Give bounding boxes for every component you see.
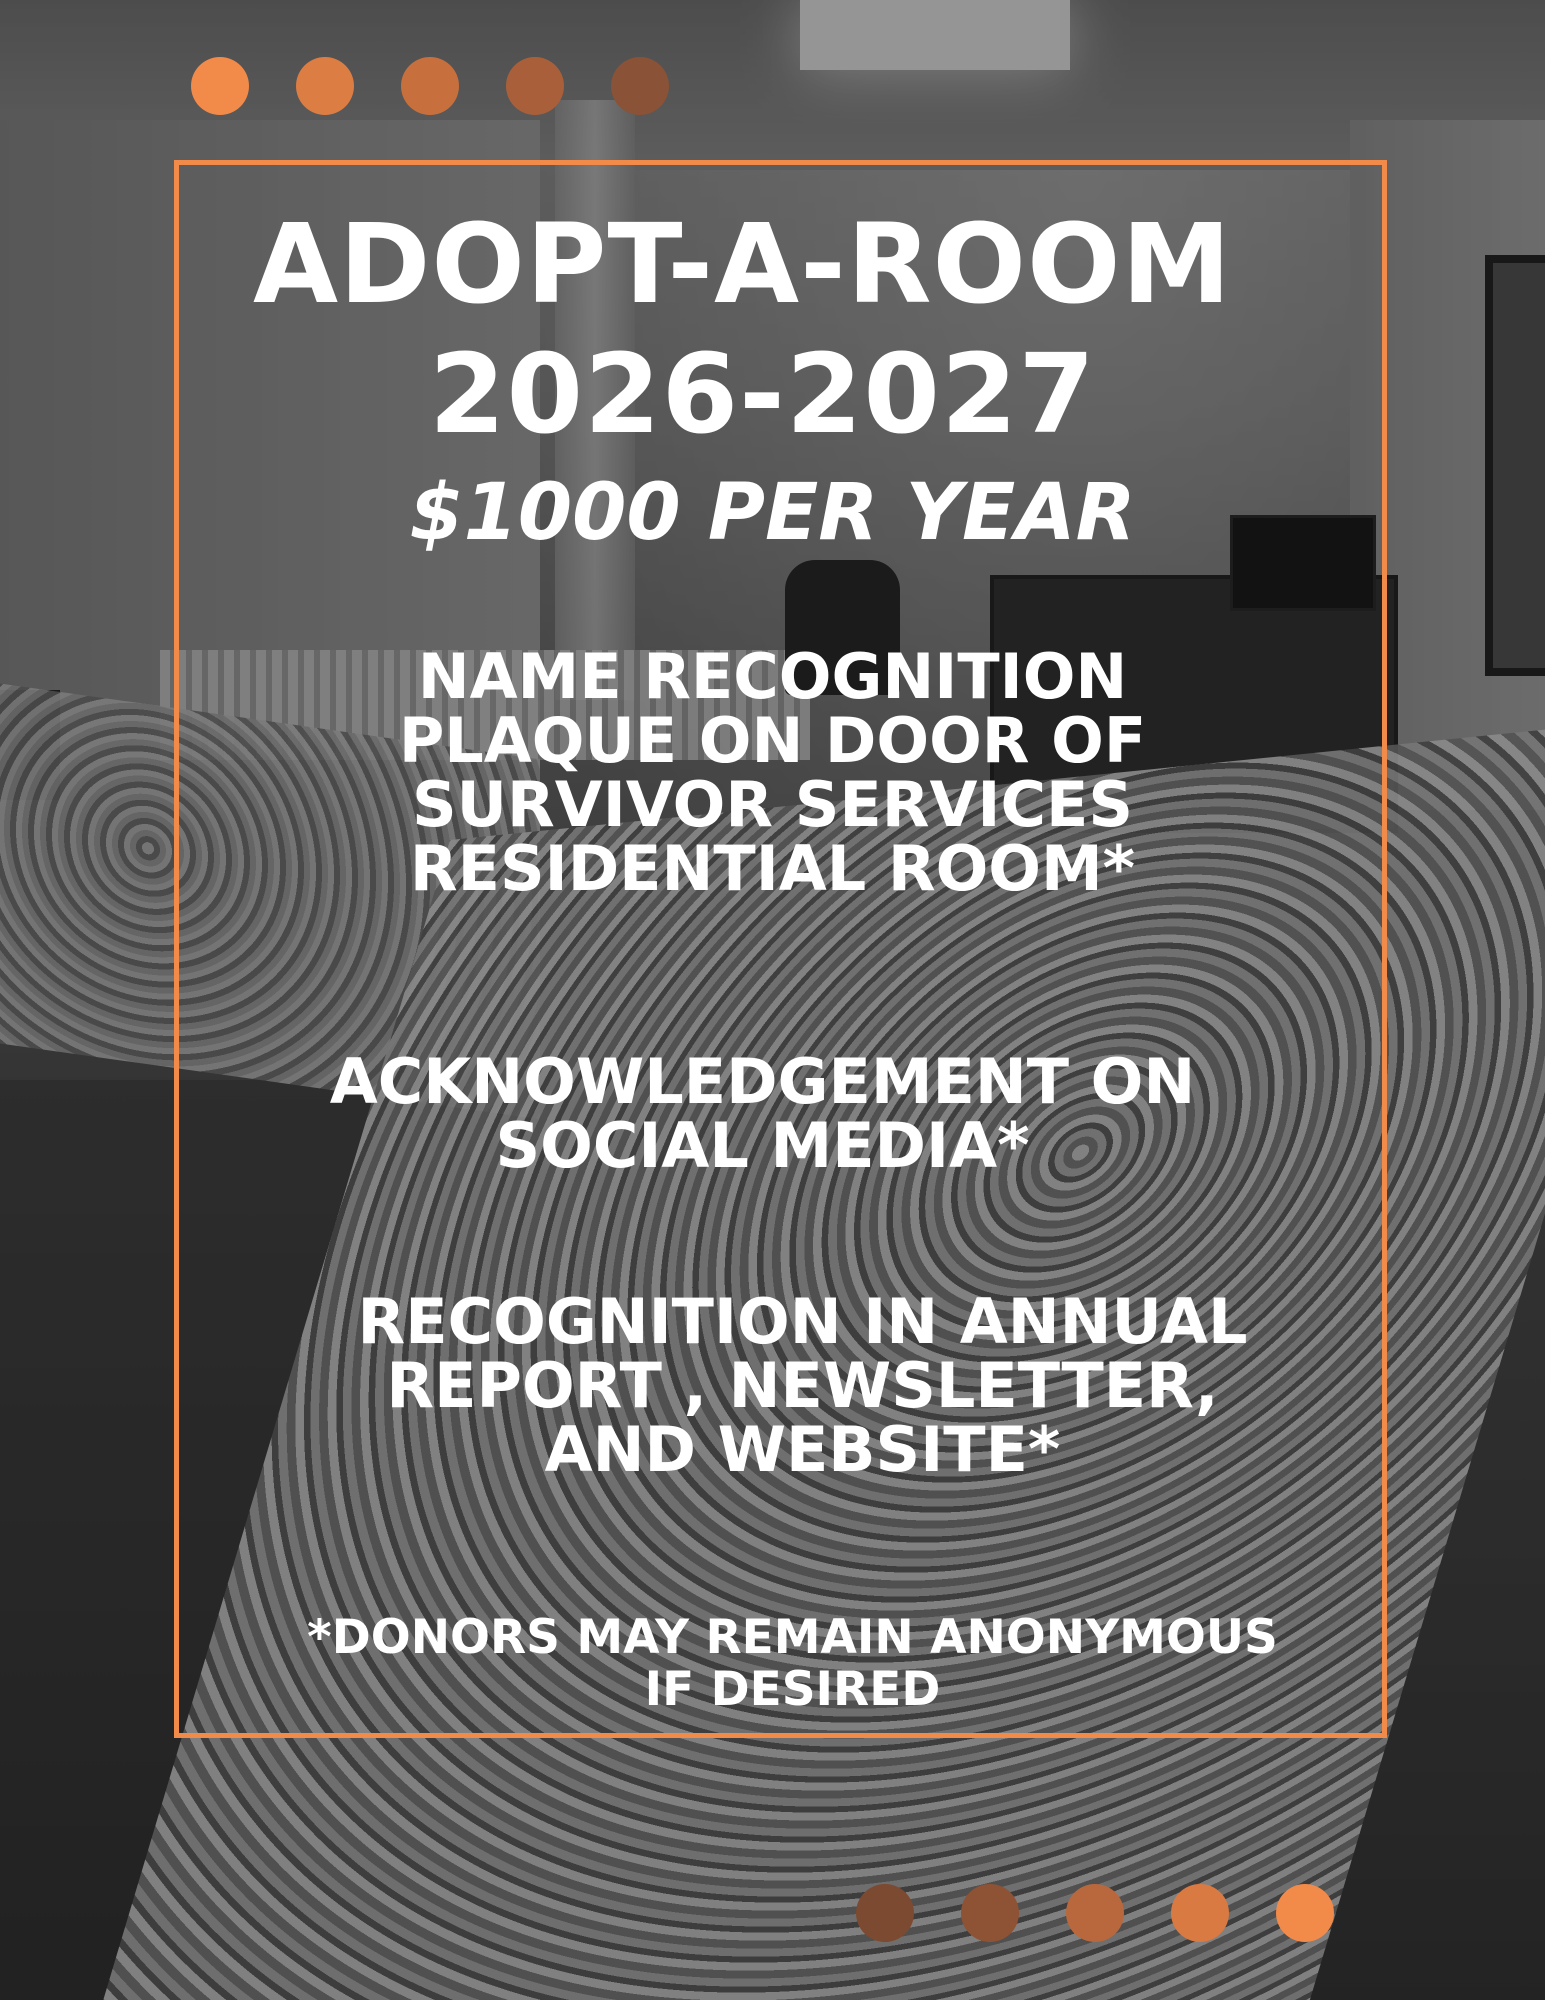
note-line: *DONORS MAY REMAIN ANONYMOUS: [307, 1610, 1278, 1665]
dot: [1276, 1884, 1334, 1942]
benefit-name-recognition: [0, 640, 1545, 905]
benefit-line: AND WEBSITE*: [544, 1413, 1061, 1486]
benefit-line: SOCIAL MEDIA*: [495, 1109, 1030, 1182]
decorative-dots-top: [191, 57, 669, 115]
dot: [1171, 1884, 1229, 1942]
decorative-dots-bottom: [856, 1884, 1334, 1942]
benefit-annual-report: [30, 1285, 1545, 1486]
benefit-social-media: [0, 1045, 1535, 1182]
dot: [191, 57, 249, 115]
dot: [401, 57, 459, 115]
dot: [1066, 1884, 1124, 1942]
dot: [296, 57, 354, 115]
poster-years: 2026-2027: [429, 330, 1096, 458]
benefit-line: NAME RECOGNITION: [417, 640, 1128, 713]
dot: [856, 1884, 914, 1942]
benefit-line: PLAQUE ON DOOR OF: [398, 704, 1147, 777]
benefit-line: REPORT , NEWSLETTER,: [386, 1349, 1219, 1422]
poster-title: ADOPT-A-ROOM: [252, 200, 1233, 328]
benefit-line: RECOGNITION IN ANNUAL: [357, 1285, 1248, 1358]
dot: [961, 1884, 1019, 1942]
dot: [611, 57, 669, 115]
benefit-line: SURVIVOR SERVICES: [411, 768, 1134, 841]
donor-note: [20, 1612, 1545, 1716]
note-line: IF DESIRED: [644, 1662, 941, 1717]
poster-price: $1000 PER YEAR: [409, 468, 1136, 558]
dot: [506, 57, 564, 115]
benefit-line: ACKNOWLEDGEMENT ON: [329, 1045, 1196, 1118]
benefit-line: RESIDENTIAL ROOM*: [409, 832, 1136, 905]
